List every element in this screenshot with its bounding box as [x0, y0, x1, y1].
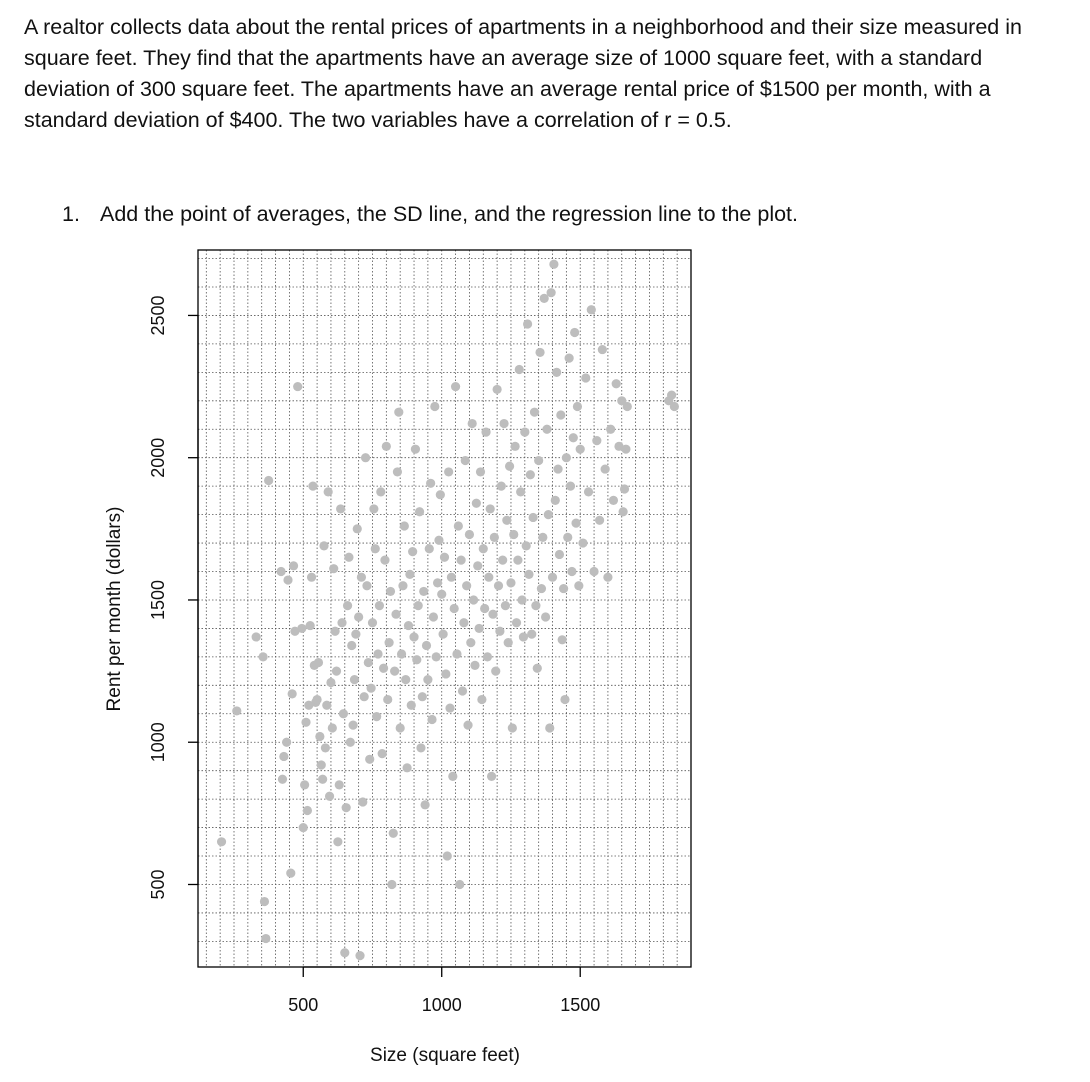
- data-point: [509, 530, 518, 539]
- data-point: [396, 723, 405, 732]
- data-point: [350, 675, 359, 684]
- x-tick-label: 1000: [421, 995, 462, 1015]
- data-point: [434, 536, 443, 545]
- data-point: [445, 703, 454, 712]
- x-tick-label: 1500: [560, 995, 601, 1015]
- data-point: [452, 649, 461, 658]
- data-point: [530, 408, 539, 417]
- data-point: [264, 476, 273, 485]
- data-point: [393, 467, 402, 476]
- data-point: [515, 365, 524, 374]
- data-point: [558, 635, 567, 644]
- data-point: [559, 584, 568, 593]
- data-points: [217, 260, 679, 961]
- data-point: [502, 516, 511, 525]
- data-point: [336, 504, 345, 513]
- data-point: [601, 464, 610, 473]
- data-point: [473, 561, 482, 570]
- data-point: [527, 630, 536, 639]
- data-point: [329, 564, 338, 573]
- data-point: [349, 721, 358, 730]
- data-point: [516, 487, 525, 496]
- data-point: [278, 775, 287, 784]
- data-point: [667, 391, 676, 400]
- data-point: [451, 382, 460, 391]
- data-point: [548, 573, 557, 582]
- data-point: [412, 655, 421, 664]
- data-point: [570, 328, 579, 337]
- data-point: [468, 419, 477, 428]
- data-point: [423, 675, 432, 684]
- data-point: [297, 624, 306, 633]
- data-point: [416, 743, 425, 752]
- data-point: [573, 402, 582, 411]
- data-point: [552, 368, 561, 377]
- data-point: [439, 630, 448, 639]
- data-point: [574, 581, 583, 590]
- y-tick-label: 1000: [148, 722, 168, 763]
- data-point: [553, 464, 562, 473]
- data-point: [283, 575, 292, 584]
- data-point: [505, 462, 514, 471]
- data-point: [469, 595, 478, 604]
- data-point: [358, 797, 367, 806]
- data-point: [387, 880, 396, 889]
- data-point: [307, 573, 316, 582]
- data-point: [386, 587, 395, 596]
- data-point: [372, 712, 381, 721]
- data-point: [458, 686, 467, 695]
- data-point: [397, 649, 406, 658]
- data-point: [606, 425, 615, 434]
- data-point: [357, 573, 366, 582]
- data-point: [362, 581, 371, 590]
- data-point: [499, 419, 508, 428]
- data-point: [477, 695, 486, 704]
- data-point: [457, 556, 466, 565]
- data-point: [333, 837, 342, 846]
- data-point: [430, 402, 439, 411]
- data-point: [319, 541, 328, 550]
- x-axis: [288, 967, 600, 1015]
- data-point: [400, 521, 409, 530]
- data-point: [549, 260, 558, 269]
- data-point: [351, 630, 360, 639]
- data-point: [232, 706, 241, 715]
- data-point: [567, 567, 576, 576]
- question-text: Add the point of averages, the SD line, and the regression line to the plot.: [100, 202, 799, 226]
- data-point: [322, 701, 331, 710]
- data-point: [612, 379, 621, 388]
- data-point: [324, 487, 333, 496]
- data-point: [508, 723, 517, 732]
- data-point: [541, 612, 550, 621]
- data-point: [337, 618, 346, 627]
- data-point: [422, 641, 431, 650]
- data-point: [621, 445, 630, 454]
- data-point: [619, 507, 628, 516]
- data-point: [589, 567, 598, 576]
- data-point: [355, 951, 364, 960]
- data-point: [483, 652, 492, 661]
- data-point: [380, 556, 389, 565]
- y-tick-label: 500: [148, 869, 168, 900]
- data-point: [340, 948, 349, 957]
- data-point: [411, 445, 420, 454]
- data-point: [609, 496, 618, 505]
- data-point: [217, 837, 226, 846]
- data-point: [495, 627, 504, 636]
- data-point: [286, 869, 295, 878]
- data-point: [479, 544, 488, 553]
- data-point: [343, 601, 352, 610]
- data-point: [461, 456, 470, 465]
- data-point: [279, 752, 288, 761]
- data-point: [339, 709, 348, 718]
- data-point: [463, 721, 472, 730]
- y-axis: [148, 295, 198, 899]
- data-point: [598, 345, 607, 354]
- data-point: [432, 652, 441, 661]
- data-point: [293, 382, 302, 391]
- x-axis-label: Size (square feet): [370, 1045, 520, 1066]
- data-point: [603, 573, 612, 582]
- data-point: [466, 638, 475, 647]
- data-point: [303, 806, 312, 815]
- data-point: [501, 601, 510, 610]
- data-point: [429, 612, 438, 621]
- data-point: [328, 723, 337, 732]
- data-point: [382, 442, 391, 451]
- data-point: [360, 692, 369, 701]
- data-point: [427, 715, 436, 724]
- data-point: [481, 427, 490, 436]
- x-tick-label: 500: [288, 995, 319, 1015]
- data-point: [538, 533, 547, 542]
- data-point: [252, 632, 261, 641]
- data-point: [436, 490, 445, 499]
- data-point: [276, 567, 285, 576]
- data-point: [364, 658, 373, 667]
- data-point: [361, 453, 370, 462]
- data-point: [376, 487, 385, 496]
- data-point: [379, 664, 388, 673]
- data-point: [547, 288, 556, 297]
- data-point: [394, 408, 403, 417]
- data-point: [462, 581, 471, 590]
- data-point: [318, 775, 327, 784]
- data-point: [448, 772, 457, 781]
- data-point: [373, 649, 382, 658]
- data-point: [475, 624, 484, 633]
- data-point: [484, 573, 493, 582]
- data-point: [620, 484, 629, 493]
- data-point: [368, 618, 377, 627]
- data-point: [425, 544, 434, 553]
- data-point: [389, 829, 398, 838]
- data-point: [576, 445, 585, 454]
- data-point: [491, 666, 500, 675]
- data-point: [444, 467, 453, 476]
- data-point: [404, 621, 413, 630]
- data-point: [391, 610, 400, 619]
- data-point: [535, 348, 544, 357]
- y-tick-label: 1500: [148, 579, 168, 620]
- data-point: [353, 524, 362, 533]
- data-point: [534, 456, 543, 465]
- data-point: [419, 587, 428, 596]
- data-point: [433, 578, 442, 587]
- data-point: [560, 695, 569, 704]
- data-point: [306, 621, 315, 630]
- data-point: [544, 510, 553, 519]
- y-axis-label: Rent per month (dollars): [104, 506, 125, 712]
- data-point: [378, 749, 387, 758]
- data-point: [426, 479, 435, 488]
- data-point: [490, 533, 499, 542]
- data-point: [522, 541, 531, 550]
- data-point: [308, 482, 317, 491]
- data-point: [398, 581, 407, 590]
- data-point: [407, 701, 416, 710]
- y-tick-label: 2000: [148, 437, 168, 478]
- data-point: [623, 402, 632, 411]
- data-point: [476, 467, 485, 476]
- data-point: [565, 354, 574, 363]
- data-point: [403, 763, 412, 772]
- data-point: [437, 590, 446, 599]
- data-point: [418, 692, 427, 701]
- data-point: [581, 373, 590, 382]
- data-point: [537, 584, 546, 593]
- data-point: [670, 402, 679, 411]
- data-point: [493, 385, 502, 394]
- data-point: [383, 695, 392, 704]
- data-point: [480, 604, 489, 613]
- data-point: [494, 581, 503, 590]
- data-point: [498, 556, 507, 565]
- data-point: [569, 433, 578, 442]
- data-point: [571, 519, 580, 528]
- data-point: [261, 934, 270, 943]
- data-point: [551, 496, 560, 505]
- data-point: [347, 641, 356, 650]
- data-point: [314, 658, 323, 667]
- data-point: [562, 453, 571, 462]
- data-point: [260, 897, 269, 906]
- question-number: 1.: [62, 202, 80, 226]
- data-point: [517, 595, 526, 604]
- data-point: [584, 487, 593, 496]
- data-point: [526, 470, 535, 479]
- data-point: [443, 851, 452, 860]
- data-point: [369, 504, 378, 513]
- data-point: [545, 723, 554, 732]
- data-point: [282, 738, 291, 747]
- data-point: [563, 533, 572, 542]
- data-point: [592, 436, 601, 445]
- data-point: [523, 319, 532, 328]
- data-point: [414, 601, 423, 610]
- data-point: [440, 553, 449, 562]
- data-point: [344, 553, 353, 562]
- problem-paragraph: A realtor collects data about the rental prices of apartments in a neighborhood and their size measured in square feet. They find that the apartments have an average size of 1000 square feet, with a standard deviation of 300 square feet. The apartments have an average rental price of $1500 per month, with a standard deviation of $400. The two variables have a correlation of r = 0.5.: [24, 15, 1022, 132]
- data-point: [533, 664, 542, 673]
- data-point: [595, 516, 604, 525]
- data-point: [455, 880, 464, 889]
- data-point: [401, 675, 410, 684]
- data-point: [519, 632, 528, 641]
- data-point: [312, 695, 321, 704]
- data-point: [325, 792, 334, 801]
- data-point: [258, 652, 267, 661]
- data-point: [390, 666, 399, 675]
- data-point: [556, 410, 565, 419]
- data-point: [441, 669, 450, 678]
- data-point: [531, 601, 540, 610]
- data-point: [354, 612, 363, 621]
- data-point: [487, 772, 496, 781]
- data-point: [346, 738, 355, 747]
- data-point: [365, 755, 374, 764]
- data-point: [289, 561, 298, 570]
- data-point: [470, 661, 479, 670]
- data-point: [447, 573, 456, 582]
- data-point: [385, 638, 394, 647]
- data-point: [300, 780, 309, 789]
- data-point: [488, 610, 497, 619]
- data-point: [513, 556, 522, 565]
- data-point: [542, 425, 551, 434]
- data-point: [335, 780, 344, 789]
- data-point: [454, 521, 463, 530]
- data-point: [524, 570, 533, 579]
- data-point: [450, 604, 459, 613]
- data-point: [408, 547, 417, 556]
- data-point: [465, 530, 474, 539]
- data-point: [459, 618, 468, 627]
- data-point: [375, 601, 384, 610]
- data-point: [315, 732, 324, 741]
- data-point: [529, 513, 538, 522]
- data-point: [317, 760, 326, 769]
- data-point: [405, 570, 414, 579]
- data-point: [421, 800, 430, 809]
- data-point: [506, 578, 515, 587]
- data-point: [520, 427, 529, 436]
- data-point: [512, 618, 521, 627]
- data-point: [587, 305, 596, 314]
- data-point: [301, 718, 310, 727]
- data-point: [330, 627, 339, 636]
- data-point: [486, 504, 495, 513]
- data-point: [497, 482, 506, 491]
- data-point: [332, 666, 341, 675]
- data-point: [415, 507, 424, 516]
- data-point: [299, 823, 308, 832]
- data-point: [409, 632, 418, 641]
- data-point: [472, 499, 481, 508]
- data-point: [566, 482, 575, 491]
- data-point: [511, 442, 520, 451]
- y-tick-label: 2500: [148, 295, 168, 336]
- data-point: [326, 678, 335, 687]
- data-point: [555, 550, 564, 559]
- data-point: [288, 689, 297, 698]
- data-point: [342, 803, 351, 812]
- data-point: [504, 638, 513, 647]
- data-point: [578, 538, 587, 547]
- data-point: [371, 544, 380, 553]
- data-point: [367, 684, 376, 693]
- data-point: [321, 743, 330, 752]
